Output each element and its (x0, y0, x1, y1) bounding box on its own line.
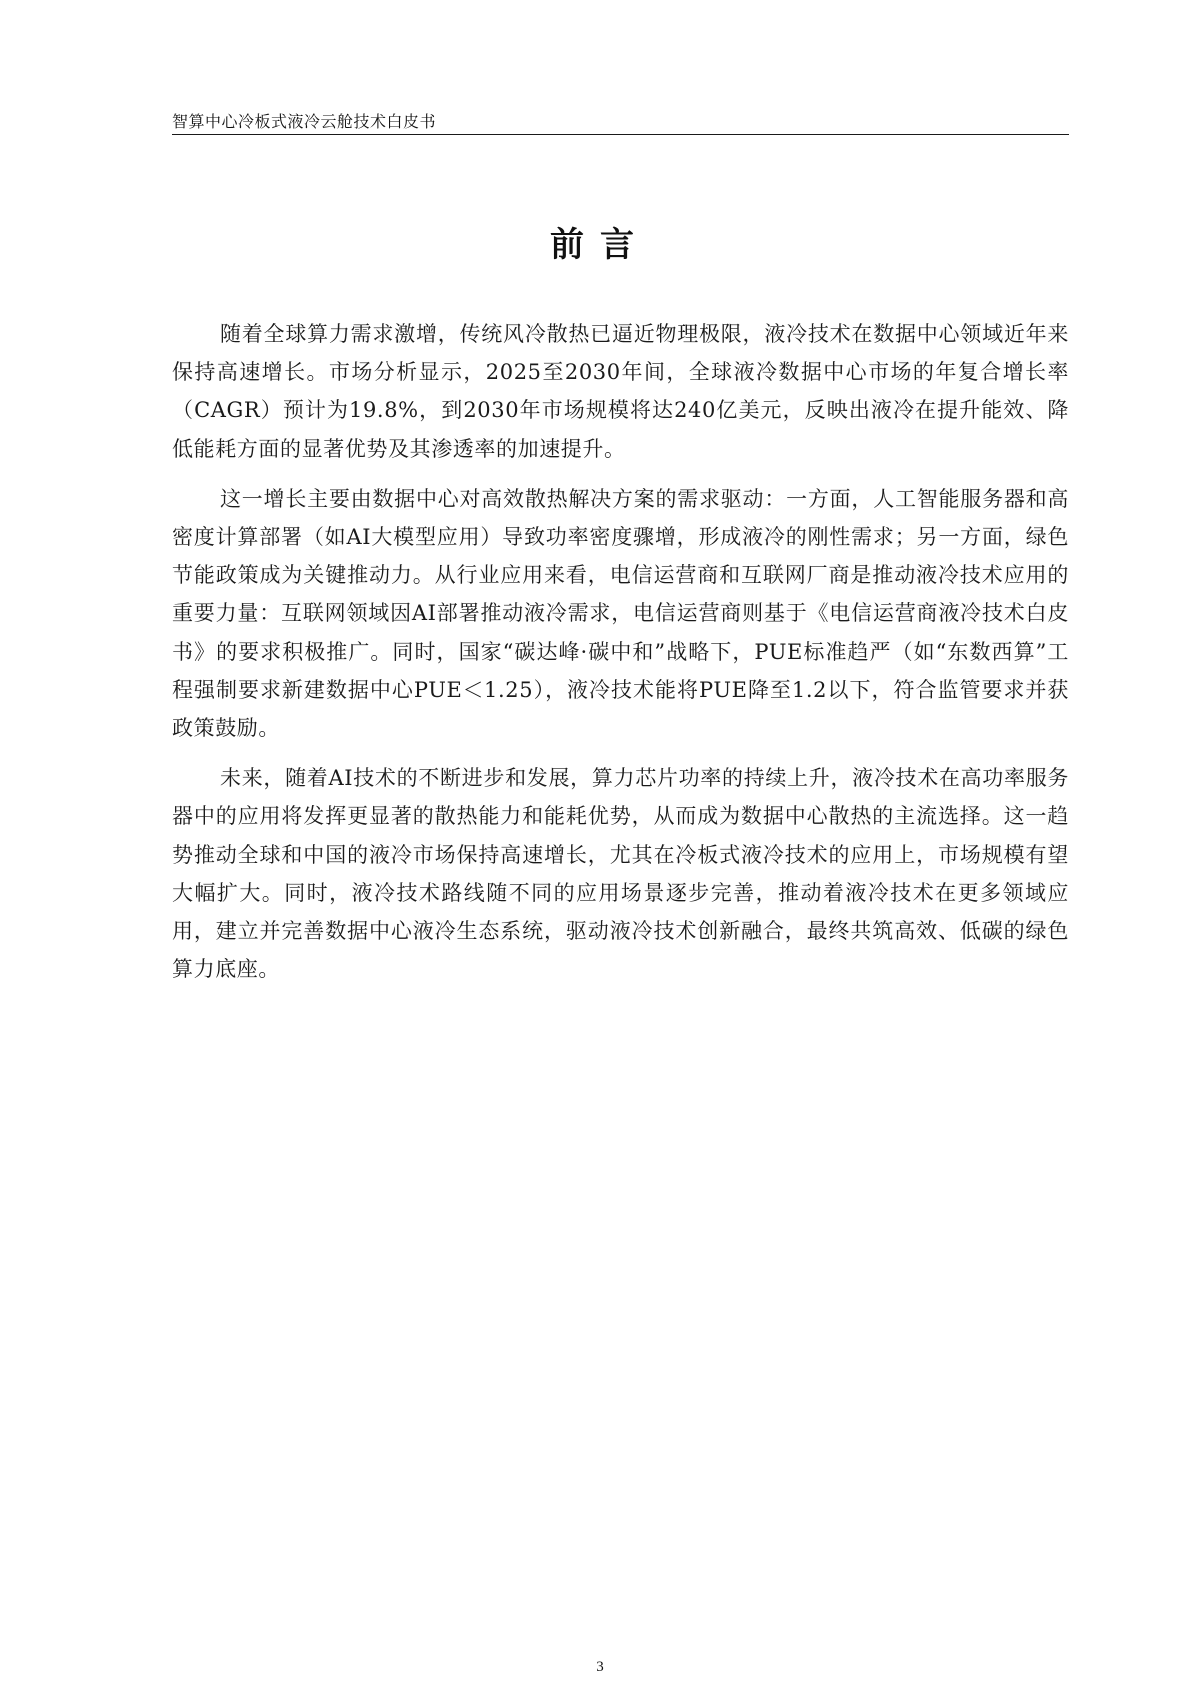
paragraph: 未来，随着AI技术的不断进步和发展，算力芯片功率的持续上升，液冷技术在高功率服务器中的应用将发挥更显著的散热能力和能耗优势，从而成为数据中心散热的主流选择。这一趋势推动全球和中国的液冷市场保持高速增长，尤其在冷板式液冷技术的应用上，市场规模有望大幅扩大。同时，液冷技术路线随不同的应用场景逐步完善，推动着液冷技术在更多领域应用，建立并完善数据中心液冷生态系统，驱动液冷技术创新融合，最终共筑高效、低碳的绿色算力底座。 (172, 766, 1069, 982)
page-title: 前言 (550, 224, 650, 265)
running-header: 智算中心冷板式液冷云舱技术白皮书 (172, 112, 437, 131)
paragraph: 这一增长主要由数据中心对高效散热解决方案的需求驱动：一方面，人工智能服务器和高密度计算部署（如AI大模型应用）导致功率密度骤增，形成液冷的刚性需求；另一方面，绿色节能政策成为关键推动力。从行业应用来看，电信运营商和互联网厂商是推动液冷技术应用的重要力量：互联网领域因AI部署推动液冷需求，电信运营商则基于《电信运营商液冷技术白皮书》的要求积极推广。同时，国家“碳达峰·碳中和”战略下，PUE标准趋严（如“东数西算”工程强制要求新建数据中心PUE＜1.25），液冷技术能将PUE降至1.2以下，符合监管要求并获政策鼓励。 (172, 486, 1069, 741)
paragraph: 随着全球算力需求激增，传统风冷散热已逼近物理极限，液冷技术在数据中心领域近年来保持高速增长。市场分析显示，2025至2030年间，全球液冷数据中心市场的年复合增长率（CAGR）预计为19.8%，到2030年市场规模将达240亿美元，反映出液冷在提升能效、降低能耗方面的显著优势及其渗透率的加速提升。 (172, 322, 1069, 461)
body-text (172, 315, 1069, 1000)
page-number: 3 (596, 1659, 604, 1675)
header-rule (172, 134, 1069, 135)
